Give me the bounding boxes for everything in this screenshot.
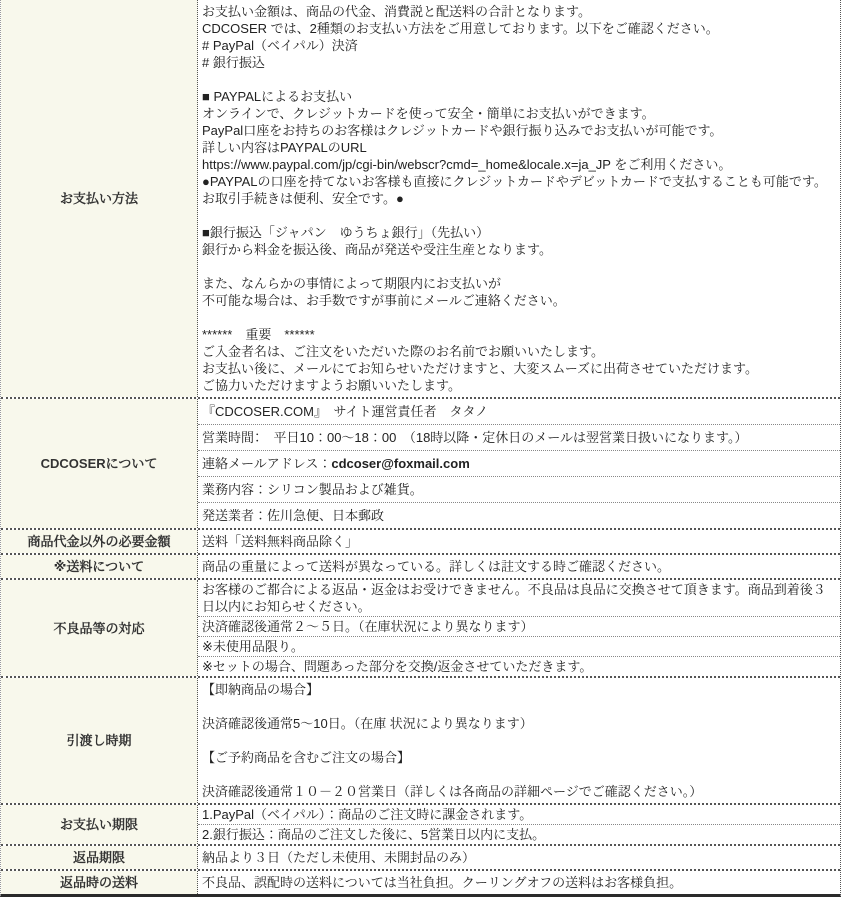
paypal-deadline-text: 1.PayPal（ベイパル）：商品のご注文時に課金されます。: [198, 805, 840, 825]
blank-line: [202, 732, 836, 749]
payment-method-paragraphs: [198, 0, 840, 397]
site-operator-text: 『CDCOSER.COM』 サイト運営責任者 タタノ: [198, 399, 840, 425]
defective-unused-only-text: ※未使用品限り。: [198, 637, 840, 657]
row-label-about-shop: CDCOSERについて: [1, 399, 198, 528]
delivery-time-paragraphs: [198, 678, 840, 803]
preorder-delivery-text: 決済確認後通常１０－２０営業日（詳しくは各商品の詳細ページでご確認ください。）: [202, 784, 703, 799]
defective-policy-text: お客様のご都合による返品・返金はお受けできません。不良品は良品に交換させて頂きます。商品到着後３日以内にお知らせください。: [198, 580, 840, 617]
paypal-url-text: https://www.paypal.com/jp/cgi-bin/webscr?cmd=_home&locale.x=ja_JP をご利用ください。: [202, 157, 732, 172]
text-line: また、なんらかの事情によって期限内にお支払いが: [202, 276, 502, 291]
payment-method-content: [198, 0, 840, 397]
shipping-company-text: 発送業者：佐川急便、日本郵政: [202, 508, 385, 523]
text-line: ご入金者名は、ご注文をいただいた際のお名前でお願いいたします。: [202, 344, 604, 359]
extra-fees-content: [198, 530, 840, 553]
row-return-deadline: [1, 844, 840, 869]
text-line: 詳しい内容はPAYPALのURL: [202, 140, 367, 155]
text-line: CDCOSER では、2種類のお支払い方法をご用意しております。以下をご確認ください。: [202, 21, 719, 36]
row-label-shipping-note: ※送料について: [1, 555, 198, 578]
defective-processing-time-text: 決済確認後通常２～５日。（在庫状況により異なります）: [198, 617, 840, 637]
bank-transfer-deadline-text: 2.銀行振込：商品のご注文した後に、5営業日以内に支払。: [202, 827, 546, 842]
blank-line: [202, 309, 836, 326]
blank-line: [202, 71, 836, 88]
row-label-return-deadline: 返品期限: [1, 846, 198, 869]
row-extra-fees: [1, 528, 840, 553]
in-stock-heading: 【即納商品の場合】: [202, 682, 320, 697]
return-deadline-text: 納品より３日（ただし未使用、未開封品のみ）: [202, 850, 476, 865]
contact-email-row: [198, 451, 840, 477]
text-line: ご協力いただけますようお願いいたします。: [202, 378, 461, 393]
row-defective-items: [1, 578, 840, 676]
text-line: PayPal口座をお持ちのお客様はクレジットカードや銀行振り込みでお支払いが可能です。: [202, 123, 723, 138]
row-label-payment-method: お支払い方法: [1, 0, 198, 397]
text-line: オンラインで、クレジットカードを使って安全・簡単にお支払いができます。: [202, 106, 655, 121]
row-delivery-time: [1, 676, 840, 803]
row-payment-method: [1, 0, 840, 397]
row-label-extra-fees: 商品代金以外の必要金額: [1, 530, 198, 553]
text-line: お取引手続きは便利、安全です。●: [202, 191, 404, 206]
row-label-delivery-time: 引渡し時期: [1, 678, 198, 803]
text-line: 不可能な場合は、お手数ですが事前にメールご連絡ください。: [202, 293, 566, 308]
row-shipping-note: [1, 553, 840, 578]
extra-fees-text: 送料「送料無料商品除く」: [202, 534, 359, 549]
preorder-heading: 【ご予約商品を含むご注文の場合】: [202, 750, 411, 765]
text-line: ■銀行振込「ジャパン ゆうちょ銀行」（先払い）: [202, 225, 490, 240]
shipping-note-text: 商品の重量によって送料が異なっている。詳しくは註文する時ご確認ください。: [202, 559, 671, 574]
blank-line: [202, 766, 836, 783]
return-shipping-text: 不良品、誤配時の送料については当社負担。クーリングオフの送料はお客様負担。: [202, 875, 683, 890]
text-line: # PayPal（ベイパル）決済: [202, 38, 358, 53]
text-line: ■ PAYPALによるお支払い: [202, 89, 353, 104]
return-shipping-content: [198, 871, 840, 894]
text-line: ●PAYPALの口座を持てないお客様も直接にクレジットカードやデビットカードで支払することも可能です。: [202, 174, 827, 189]
blank-line: [202, 258, 836, 275]
defective-set-exchange-text: ※セットの場合、問題あった部分を交換/返金させていただきます。: [202, 659, 593, 674]
row-label-payment-deadline: お支払い期限: [1, 805, 198, 844]
in-stock-delivery-text: 決済確認後通常5～10日。（在庫 状況により異なります）: [202, 716, 533, 731]
delivery-time-content: [198, 678, 840, 803]
row-label-return-shipping: 返品時の送料: [1, 871, 198, 894]
row-label-defective-items: 不良品等の対応: [1, 580, 198, 676]
blank-line: [202, 207, 836, 224]
text-line: 銀行から料金を振込後、商品が発送や受注生産となります。: [202, 242, 552, 257]
contact-email-value: cdcoser@foxmail.com: [331, 456, 470, 471]
business-hours-text: 営業時間： 平日10：00～18：00 （18時以降・定休日のメールは翌営業日扱いになります。）: [198, 425, 840, 451]
text-line: お支払い金額は、商品の代金、消費説と配送料の合計となります。: [202, 4, 591, 19]
row-return-shipping: [1, 869, 840, 894]
row-about-shop: [1, 397, 840, 528]
business-description-text: 業務内容：シリコン製品および雑貨。: [198, 477, 840, 503]
about-shop-content: [198, 399, 840, 528]
return-deadline-content: [198, 846, 840, 869]
shipping-note-content: [198, 555, 840, 578]
contact-email-label: 連絡メールアドレス：: [202, 456, 332, 471]
defective-items-content: [198, 580, 840, 676]
payment-deadline-content: [198, 805, 840, 844]
text-line: # 銀行振込: [202, 55, 265, 70]
important-notice-heading: ****** 重要 ******: [202, 327, 315, 342]
text-line: お支払い後に、メールにてお知らせいただけますと、大変スムーズに出荷させていただけます。: [202, 361, 759, 376]
row-payment-deadline: [1, 803, 840, 844]
blank-line: [202, 698, 836, 715]
